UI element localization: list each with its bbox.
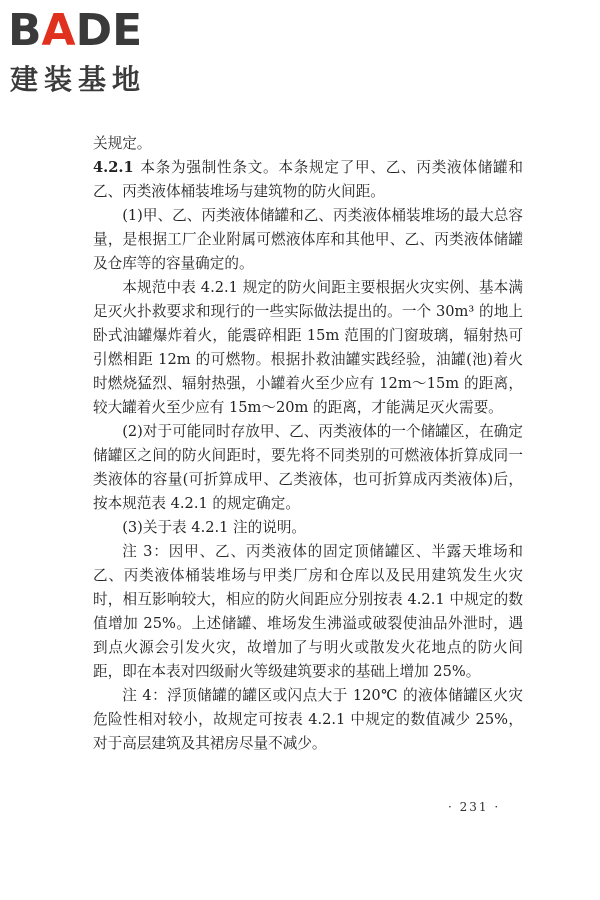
page-number: · 231 · bbox=[448, 800, 501, 814]
brand-wordmark: BADE bbox=[8, 5, 143, 56]
paragraph-item-3: (3)关于表 4.2.1 注的说明。 bbox=[122, 519, 307, 536]
paragraph-spacing-basis: 本规范中表 4.2.1 规定的防火间距主要根据火灾实例、基本满足灭火扑救要求和现行的一些实际做法提出的。一个 30m³ 的地上卧式油罐爆炸着火，能震碎相距 15m 范围的门窗玻璃，辐射热可引燃相距 12m 的可燃物。根据扑救油罐实践经验，油罐(池)着火时燃烧猛烈、辐射热强，小罐着火至少应有 12m～15m 的距离，较大罐着火至少应有 15m～20m 的距离，才能满足灭火需要。 bbox=[93, 279, 523, 416]
section-text: 本条为强制性条文。本条规定了甲、乙、丙类液体储罐和乙、丙类液体桶装堆场与建筑物的防火间距。 bbox=[93, 159, 523, 200]
section-4-2-1 bbox=[93, 156, 523, 204]
brand-chinese-name: 建装基地 bbox=[10, 63, 147, 96]
paragraph-note-4: 注 4：浮顶储罐的罐区或闪点大于 120℃ 的液体储罐区火灾危险性相对较小，故规定可按表 4.2.1 中规定的数值减少 25%，对于高层建筑及其裙房尽量不减少。 bbox=[93, 687, 523, 752]
brand-logo bbox=[8, 5, 184, 96]
paragraph-item-2: (2)对于可能同时存放甲、乙、丙类液体的一个储罐区，在确定储罐区之间的防火间距时，要先将不同类别的可燃液体折算成同一类液体的容量(可折算成甲、乙类液体，也可折算成丙类液体)后，按本规范表 4.2.1 的规定确定。 bbox=[93, 423, 523, 512]
paragraph-note-3: 注 3：因甲、乙、丙类液体的固定顶储罐区、半露天堆场和乙、丙类液体桶装堆场与甲类厂房和仓库以及民用建筑发生火灾时，相互影响较大，相应的防火间距应分别按表 4.2.1 中规定的数值增加 25%。上述储罐、堆场发生沸溢或破裂使油品外泄时，遇到点火源会引发火灾，故增加了与明火或散发火花地点的防火间距，即在本表对四级耐火等级建筑要求的基础上增加 25%。 bbox=[93, 543, 523, 680]
document-body bbox=[93, 132, 523, 756]
paragraph-continuation: 关规定。 bbox=[93, 135, 152, 152]
section-number: 4.2.1 bbox=[93, 159, 134, 176]
paragraph-item-1: (1)甲、乙、丙类液体储罐和乙、丙类液体桶装堆场的最大总容量，是根据工厂企业附属可燃液体库和其他甲、乙、丙类液体储罐及仓库等的容量确定的。 bbox=[93, 207, 523, 272]
